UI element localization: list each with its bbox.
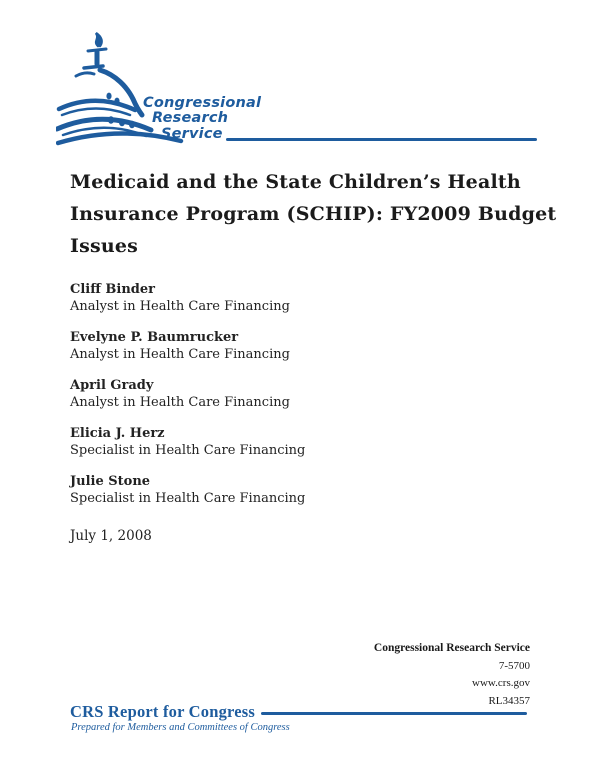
publisher-block	[374, 640, 530, 710]
author-entry	[70, 281, 305, 315]
report-number: RL34357	[488, 694, 530, 707]
logo-wordmark	[143, 96, 261, 142]
author-name: April Grady	[70, 378, 154, 393]
author-list	[70, 281, 305, 521]
footer-banner	[70, 703, 527, 721]
report-title-line: Insurance Program (SCHIP): FY2009 Budget	[70, 203, 557, 225]
report-title-line: Issues	[70, 235, 139, 257]
header-rule	[226, 138, 537, 141]
author-role: Analyst in Health Care Financing	[70, 395, 290, 410]
publisher-phone: 7-5700	[498, 659, 530, 672]
author-role: Specialist in Health Care Financing	[70, 443, 306, 458]
author-name: Evelyne P. Baumrucker	[70, 330, 239, 345]
author-entry	[70, 329, 305, 363]
logo-line: Research	[152, 110, 229, 127]
report-date: July 1, 2008	[70, 528, 152, 544]
author-entry	[70, 377, 305, 411]
author-name: Elicia J. Herz	[70, 426, 165, 441]
author-role: Analyst in Health Care Financing	[70, 347, 290, 362]
footer-tagline: Prepared for Members and Committees of Congress	[71, 722, 290, 733]
author-name: Cliff Binder	[70, 282, 156, 297]
logo-line: Congressional	[143, 95, 262, 111]
author-role: Analyst in Health Care Financing	[70, 299, 290, 314]
footer-banner-text: CRS Report for Congress	[70, 702, 256, 721]
logo-line: Service	[161, 125, 223, 142]
footer-rule	[261, 712, 527, 715]
report-title-line: Medicaid and the State Children’s Health	[70, 171, 521, 193]
publisher-name: Congressional Research Service	[373, 642, 530, 654]
report-title	[70, 166, 560, 262]
author-entry	[70, 473, 305, 507]
author-name: Julie Stone	[70, 474, 151, 489]
author-role: Specialist in Health Care Financing	[70, 491, 306, 506]
publisher-website-link[interactable]: www.crs.gov	[472, 677, 530, 689]
author-entry	[70, 425, 305, 459]
